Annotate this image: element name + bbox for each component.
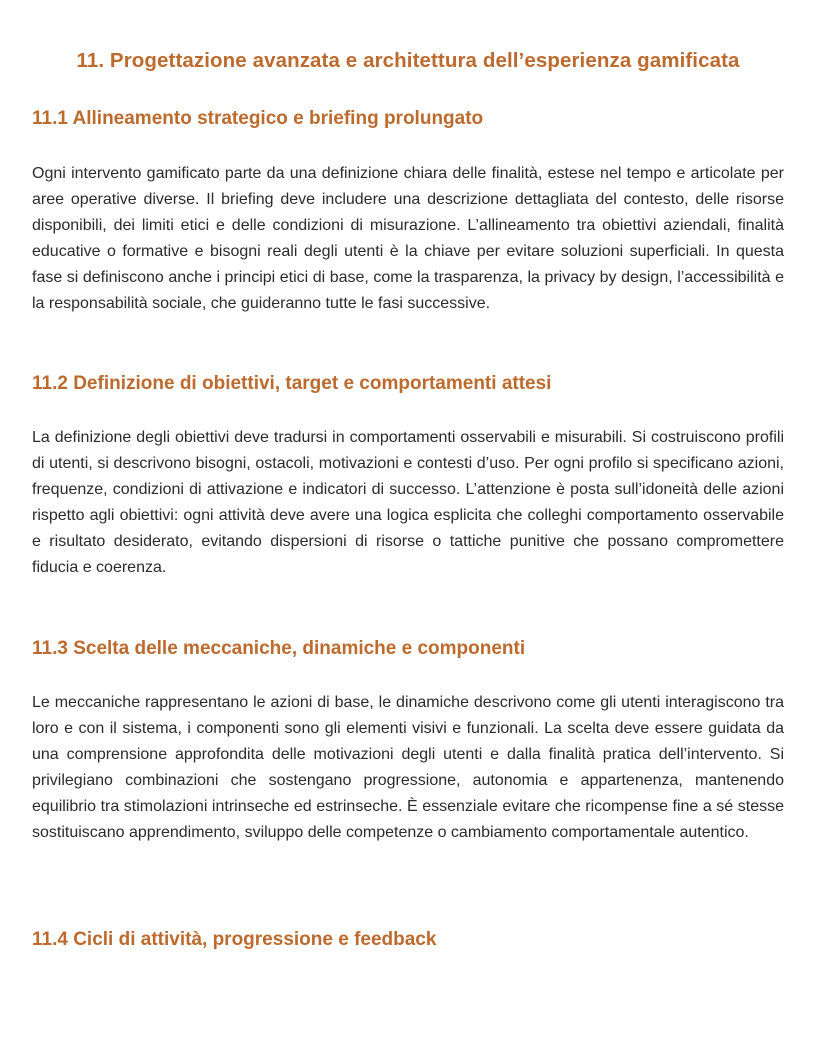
section-paragraph-11-1: Ogni intervento gamificato parte da una definizione chiara delle finalità, estese nel tempo e articolate per aree operative diverse. Il briefing deve includere una descrizione dettagliata del contesto, delle risorse disponibili, dei limiti etici e delle condizioni di misurazione. L’allineamento tra obiettivi aziendali, finalità educative o formative e bisogni reali degli utenti è la chiave per evitare soluzioni superficiali. In questa fase si definiscono anche i principi etici di base, come la trasparenza, la privacy by design, l’accessibilità e la responsabilità sociale, che guideranno tutte le fasi successive. — [32, 165, 784, 312]
section-paragraph-11-2: La definizione degli obiettivi deve tradursi in comportamenti osservabili e misurabili. Si costruiscono profili di utenti, si descrivono bisogni, ostacoli, motivazioni e contesti d’uso. Per ogni profilo si specificano azioni, frequenze, condizioni di attivazione e indicatori di successo. L’attenzione è posta sull’idoneità delle azioni rispetto agli obiettivi: ogni attività deve avere una logica esplicita che colleghi comportamento osservabile e risultato desiderato, evitando dispersioni di risorse o tattiche punitive che possano compromettere fiducia e coerenza. — [32, 429, 784, 576]
page-title: 11. Progettazione avanzata e architettura dell’esperienza gamificata — [76, 49, 740, 72]
section-heading-11-4: 11.4 Cicli di attività, progressione e feedback — [32, 929, 437, 950]
section-heading-11-1: 11.1 Allineamento strategico e briefing prolungato — [32, 108, 484, 129]
section-heading-11-3: 11.3 Scelta delle meccaniche, dinamiche e componenti — [32, 638, 526, 659]
section-heading-11-2: 11.2 Definizione di obiettivi, target e comportamenti attesi — [32, 373, 552, 394]
section-paragraph-11-3: Le meccaniche rappresentano le azioni di base, le dinamiche descrivono come gli utenti interagiscono tra loro e con il sistema, i componenti sono gli elementi visivi e funzionali. La scelta deve essere guidata da una comprensione approfondita delle motivazioni degli utenti e dalla finalità pratica dell’intervento. Si privilegiano combinazioni che sostengano progressione, autonomia e appartenenza, mantenendo equilibrio tra stimolazioni intrinseche ed estrinseche. È essenziale evitare che ricompense fine a sé stesse sostituiscano apprendimento, sviluppo delle competenze o cambiamento comportamentale autentico. — [32, 694, 784, 841]
